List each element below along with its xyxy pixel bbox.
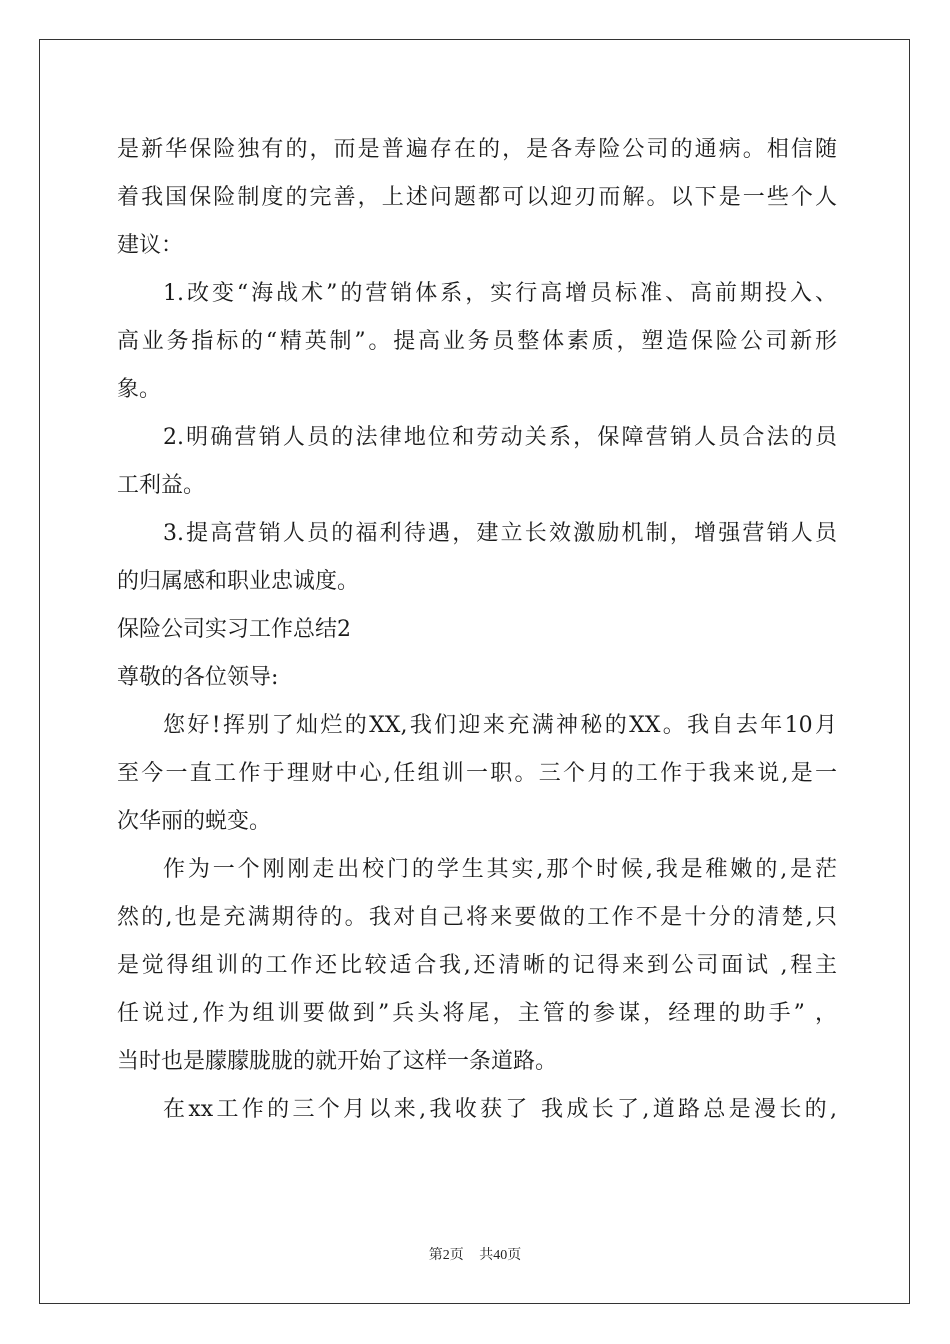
text-line: 是觉得组训的工作还比较适合我,还清晰的记得来到公司面试 ,程主: [117, 953, 837, 978]
text-line: 尊敬的各位领导:: [117, 665, 279, 690]
text-line: 在xx工作的三个月以来,我收获了 我成长了,道路总是漫长的,: [163, 1097, 837, 1122]
text-line: 保险公司实习工作总结2: [117, 617, 351, 642]
text-line: 3.提高营销人员的福利待遇，建立长效激励机制，增强营销人员: [163, 521, 837, 546]
text-line: 是新华保险独有的，而是普遍存在的，是各寿险公司的通病。相信随: [117, 137, 837, 162]
page-total: 共40页: [479, 1248, 522, 1263]
text-line: 象。: [117, 377, 162, 402]
text-line: 次华丽的蜕变。: [117, 809, 272, 834]
text-line: 然的,也是充满期待的。我对自己将来要做的工作不是十分的清楚,只: [117, 905, 837, 930]
text-line: 的归属感和职业忠诚度。: [117, 569, 360, 594]
document-body: [117, 126, 837, 1134]
text-line: 1.改变“海战术”的营销体系，实行高增员标准、高前期投入、: [163, 281, 837, 306]
text-line: 建议：: [117, 233, 184, 258]
text-line: 作为一个刚刚走出校门的学生其实,那个时候,我是稚嫩的,是茫: [163, 857, 837, 882]
text-line: 工利益。: [117, 473, 206, 498]
text-line: 当时也是朦朦胧胧的就开始了这样一条道路。: [117, 1049, 558, 1074]
text-line: 着我国保险制度的完善，上述问题都可以迎刃而解。以下是一些个人: [117, 185, 837, 210]
page-number: 第2页: [428, 1248, 464, 1263]
text-line: 2.明确营销人员的法律地位和劳动关系，保障营销人员合法的员: [163, 425, 837, 450]
text-line: 任说过,作为组训要做到”兵头将尾，主管的参谋，经理的助手” ，: [117, 1001, 837, 1026]
text-line: 高业务指标的“精英制”。提高业务员整体素质，塑造保险公司新形: [117, 329, 837, 354]
page-footer: [0, 1244, 950, 1264]
text-line: 您好!挥别了灿烂的XX,我们迎来充满神秘的XX。我自去年10月: [163, 713, 837, 738]
text-line: 至今一直工作于理财中心,任组训一职。三个月的工作于我来说,是一: [117, 761, 837, 786]
